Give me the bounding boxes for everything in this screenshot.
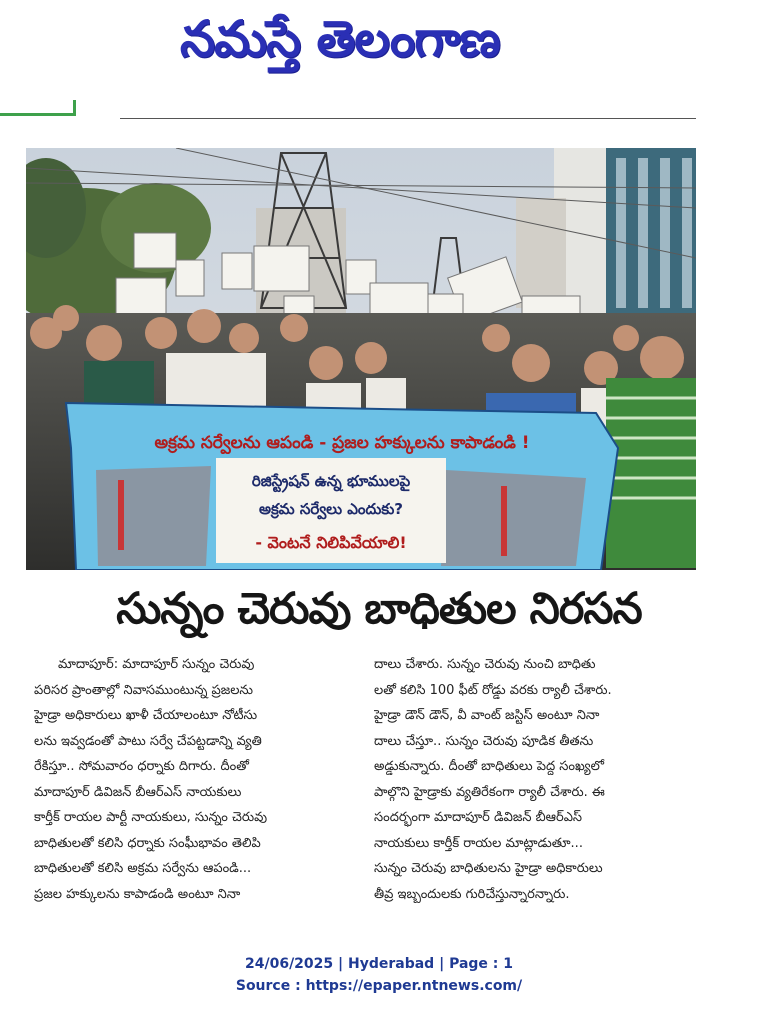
article-headline: సున్నం చెరువు బాధితుల నిరసన bbox=[116, 584, 642, 634]
article-line: బాధితులతో కలిసి అక్రమ సర్వేను ఆపండి... bbox=[34, 861, 252, 876]
article-line: మాదాపూర్ డివిజన్ బీఆర్ఎస్ నాయకులు bbox=[34, 784, 242, 800]
article-line: దాలు చేశారు. సున్నం చెరువు నుంచి బాధితు bbox=[374, 657, 596, 672]
article-line: సందర్భంగా మాదాపూర్ డివిజన్ బీఆర్ఎస్ bbox=[374, 810, 583, 825]
article-line: హైడ్రా అధికారులు ఖాళీ చేయాలంటూ నోటీసు bbox=[34, 708, 258, 723]
footer-source: Source : https://epaper.ntnews.com/ bbox=[235, 978, 523, 994]
section-tab-marker bbox=[0, 100, 76, 116]
article-line: బాధితులతో కలిసి ధర్నాకు సంఘీభావం తెలిపి bbox=[34, 835, 261, 851]
article-line: ప్రజల హక్కులను కాపాడండి అంటూ నినా bbox=[34, 886, 241, 902]
banner-line-3: - వెంటనే నిలిపివేయాలి! bbox=[255, 533, 407, 552]
article-line: పాల్గొని హైడ్రాకు వ్యతిరేకంగా ర్యాలీ చేశారు. ఈ bbox=[374, 784, 605, 800]
page-footer bbox=[0, 953, 758, 997]
article-line: తీవ్ర ఇబ్బందులకు గురిచేస్తున్నారన్నారు. bbox=[374, 886, 570, 902]
article-line: హైడ్రా డౌన్ డౌన్, వీ వాంట్ జస్టిస్ అంటూ నినా bbox=[374, 708, 600, 723]
article-line: నాయకులు కార్తీక్ రాయల మాట్లాడుతూ... bbox=[374, 835, 583, 851]
banner-title: అక్రమ సర్వేలను ఆపండి - ప్రజల హక్కులను కాపాడండి ! bbox=[154, 433, 530, 453]
article-column-left bbox=[34, 652, 352, 907]
article-line: దాలు చేస్తూ.. సున్నం చెరువు పూడిక తీతను bbox=[374, 733, 594, 749]
banner-line-1: రిజిస్ట్రేషన్ ఉన్న భూములపై bbox=[251, 472, 411, 490]
masthead bbox=[0, 0, 758, 80]
article-line: అడ్డుకున్నారు. దీంతో బాధితులు పెద్ద సంఖ్యలో bbox=[374, 759, 604, 774]
banner-line-2: అక్రమ సర్వేలు ఎందుకు? bbox=[258, 500, 404, 518]
article-line: సున్నం చెరువు బాధితులను హైడ్రా అధికారులు bbox=[374, 861, 603, 876]
article-line: లతో కలిసి 100 ఫీట్ రోడ్డు వరకు ర్యాలీ చేశారు. bbox=[374, 682, 612, 698]
footer-dateline: 24/06/2025 | Hyderabad | Page : 1 bbox=[244, 956, 514, 972]
protest-photo bbox=[26, 148, 696, 570]
article-line: మాదాపూర్: మాదాపూర్ సున్నం చెరువు bbox=[58, 657, 255, 672]
article-column-right bbox=[374, 652, 692, 907]
article-line: పరిసర ప్రాంతాల్లో నివాసముంటున్న ప్రజలను bbox=[34, 682, 254, 698]
article-line: కార్తీక్ రాయల పార్టీ నాయకులు, సున్నం చెరువు bbox=[34, 810, 268, 825]
header-divider bbox=[120, 118, 696, 119]
newspaper-logo: నమస్తే తెలంగాణ bbox=[180, 10, 500, 68]
article-line: లను ఇవ్వడంతో పాటు సర్వే చేపట్టడాన్ని వ్యతి bbox=[34, 733, 262, 749]
article-line: రేకిస్తూ.. సోమవారం ధర్నాకు దిగారు. దీంతో bbox=[34, 759, 249, 774]
